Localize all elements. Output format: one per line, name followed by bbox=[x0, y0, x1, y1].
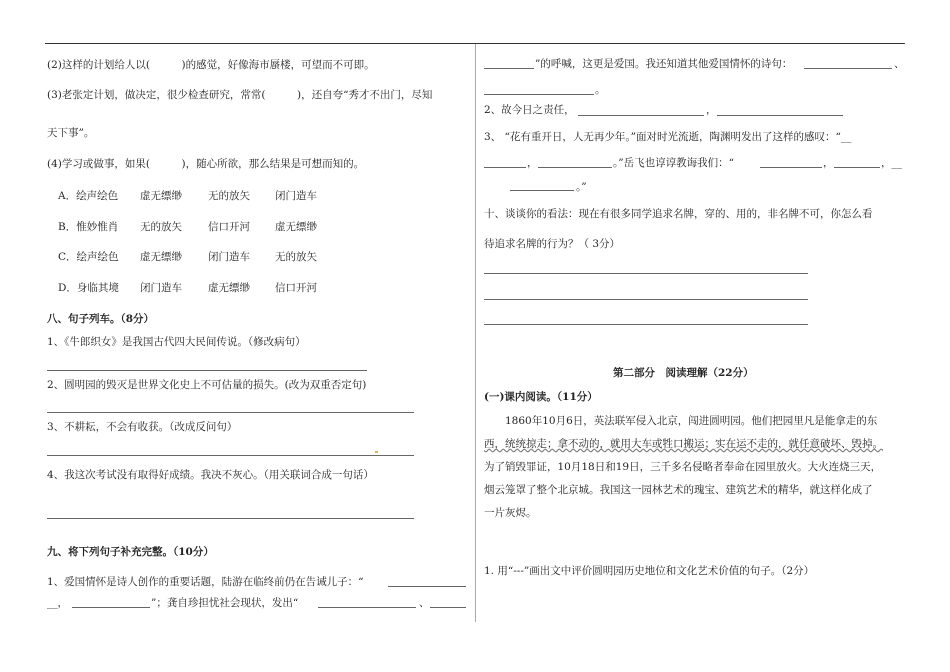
stray-mark bbox=[375, 451, 378, 453]
separator: 、 bbox=[894, 58, 905, 70]
option-label: B．惟妙惟肖 bbox=[58, 221, 119, 233]
right-line-3: 3、 “花有重开日，人无再少年。”面对时光流逝，陶渊明发出了这样的感叹：“__ bbox=[484, 131, 852, 143]
option-word: 虚无缥缈 bbox=[140, 251, 182, 263]
passage-line: 为了销毁罪证，10月18日和19日，三千多名侵略者奉命在园里放火。大火连烧三天， bbox=[484, 461, 882, 473]
period: 。 bbox=[595, 84, 606, 96]
section-10-line2: 待追求名牌的行为？（ 3分） bbox=[484, 238, 621, 250]
option-word: 信口开河 bbox=[208, 221, 250, 233]
fill-blank[interactable] bbox=[484, 94, 594, 95]
fill-blank[interactable] bbox=[72, 607, 150, 608]
option-word: 闭门造车 bbox=[275, 190, 317, 202]
comma: ， bbox=[527, 157, 538, 169]
comma: ， bbox=[706, 104, 717, 116]
question-4: (4)学习或做事，如果( )，随心所欲，那么结果是可想而知的。 bbox=[47, 158, 365, 170]
option-word: 闭门造车 bbox=[208, 251, 250, 263]
fill-blank[interactable] bbox=[430, 607, 466, 608]
fill-blank[interactable] bbox=[484, 167, 526, 168]
right-line-1: ”的呼喊，这更是爱国。我还知道其他爱国情怀的诗句： bbox=[535, 58, 793, 70]
passage-line: 1860年10月6日，英法联军侵入北京，闯进圆明园。他们把园里凡是能拿走的东 bbox=[505, 415, 878, 427]
reading-passage bbox=[484, 410, 894, 525]
reading-subheading: (一)课内阅读。（11分） bbox=[484, 391, 598, 403]
answer-line[interactable] bbox=[47, 455, 414, 456]
section-8-item-1: 1、《牛郎织女》是我国古代四大民间传说。（修改病句） bbox=[47, 336, 306, 348]
right-line-2: 2、故今日之责任， bbox=[484, 104, 575, 116]
option-label: C．绘声绘色 bbox=[58, 251, 119, 263]
answer-line[interactable] bbox=[47, 518, 414, 519]
fill-blank[interactable] bbox=[834, 167, 880, 168]
passage-line: 烟云笼罩了整个北京城。我国这一园林艺术的瑰宝、建筑艺术的精华，就这样化成了 bbox=[484, 484, 873, 496]
answer-line[interactable] bbox=[484, 324, 808, 325]
fill-blank[interactable] bbox=[760, 167, 822, 168]
question-2: (2)这样的计划给人以( )的感觉，好像海市蜃楼，可望而不可即。 bbox=[47, 59, 375, 71]
column-divider bbox=[475, 44, 476, 622]
fill-blank[interactable] bbox=[484, 68, 534, 69]
fill-blank[interactable] bbox=[578, 115, 704, 116]
answer-line[interactable] bbox=[484, 273, 808, 274]
passage-text: 西，统统掠走；拿不动的，就用大车或牲口搬运；实在运不走的，就任意破坏、毁掉。 bbox=[484, 438, 883, 450]
option-word: 无的放矢 bbox=[140, 221, 182, 233]
section-9-heading: 九、将下列句子补充完整。（10分） bbox=[47, 546, 214, 558]
fill-blank[interactable] bbox=[388, 586, 466, 587]
fill-blank[interactable] bbox=[538, 167, 612, 168]
section-8-item-2: 2、圆明园的毁灭是世界文化史上不可估量的损失。(改为双重否定句) bbox=[47, 379, 367, 391]
comma: ， bbox=[823, 157, 834, 169]
question-3-line2: 天下事”。 bbox=[47, 127, 95, 139]
passage-line bbox=[484, 433, 894, 456]
option-word: 无的放矢 bbox=[208, 190, 250, 202]
section-8-heading: 八、句子列车。（8分） bbox=[47, 313, 155, 325]
answer-line[interactable] bbox=[47, 370, 367, 371]
question-3-line1: (3)老张定计划，做决定，很少检查研究，常常( )，还自夸“秀才不出门，尽知 bbox=[47, 89, 433, 101]
fill-blank[interactable] bbox=[717, 115, 843, 116]
section-8-item-3: 3、不耕耘，不会有收获。（改成反问句） bbox=[47, 421, 238, 433]
part-2-heading: 第二部分 阅读理解（22分） bbox=[613, 367, 754, 379]
fill-blank[interactable] bbox=[318, 607, 416, 608]
section-8-item-4: 4、我这次考试没有取得好成绩。我决不灰心。（用关联词合成一句话） bbox=[47, 469, 374, 481]
option-word: 虚无缥缈 bbox=[275, 221, 317, 233]
section-9-item-1-line2: ”；龚自珍担忧社会现状，发出“ bbox=[151, 597, 299, 609]
section-10-line1: 十、谈谈你的看法：现在有很多同学追求名牌，穿的、用的，非名牌不可，你怎么看 bbox=[484, 208, 873, 220]
blank-tail: ，__ bbox=[881, 157, 902, 169]
option-word: 闭门造车 bbox=[140, 282, 182, 294]
option-word: 信口开河 bbox=[275, 282, 317, 294]
reading-question-1: 1. 用“---”画出文中评价圆明园历史地位和文化艺术价值的句子。（2分） bbox=[484, 565, 815, 577]
blank-tail: __， bbox=[47, 597, 68, 609]
option-word: 虚无缥缈 bbox=[208, 282, 250, 294]
option-label: D．身临其境 bbox=[58, 282, 119, 294]
option-word: 无的放矢 bbox=[275, 251, 317, 263]
section-9-item-1-line1: 1、爱国情怀是诗人创作的重要话题，陆游在临终前仍在告诫儿子：“ bbox=[47, 576, 364, 588]
fill-blank[interactable] bbox=[804, 68, 892, 69]
separator: 、 bbox=[419, 597, 430, 609]
option-word: 虚无缥缈 bbox=[140, 190, 182, 202]
fill-blank[interactable] bbox=[510, 190, 574, 191]
passage-line: 一片灰烬。 bbox=[484, 507, 537, 519]
right-line-3b: 。”岳飞也谆谆教诲我们：“ bbox=[613, 157, 734, 169]
option-label: A．绘声绘色 bbox=[58, 190, 119, 202]
quote-end: 。” bbox=[576, 181, 587, 193]
answer-line[interactable] bbox=[47, 412, 414, 413]
answer-line[interactable] bbox=[484, 299, 808, 300]
